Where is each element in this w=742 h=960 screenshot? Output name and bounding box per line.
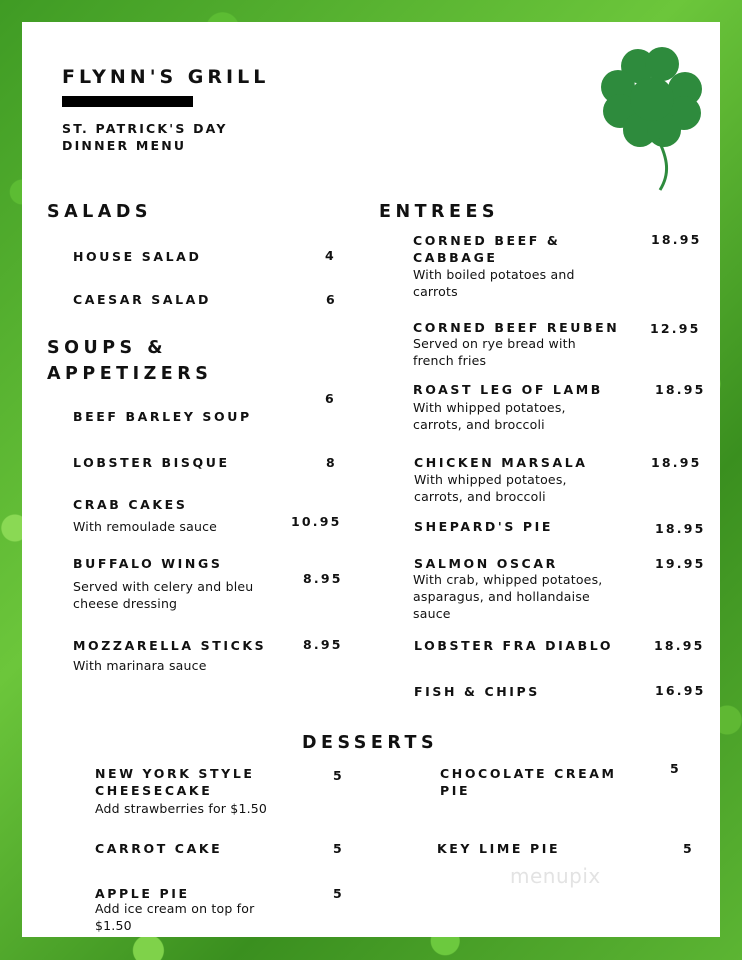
menu-item-name: SALMON OSCAR [414, 556, 558, 571]
menu-item-description: With marinara sauce [73, 658, 207, 673]
section-heading-salads: SALADS [47, 202, 152, 222]
menu-item-name: CRAB CAKES [73, 497, 188, 512]
section-heading-entrees: ENTREES [379, 202, 500, 222]
description-line: $1.50 [95, 918, 132, 933]
name-line: CORNED BEEF & [413, 233, 561, 248]
menu-item-price: 18.95 [654, 638, 705, 653]
menu-item-description [413, 571, 602, 622]
watermark: menupix [510, 864, 601, 888]
menu-subtitle [62, 120, 282, 154]
description-line: With whipped potatoes, [414, 472, 567, 487]
menu-item-price: 5 [333, 768, 344, 783]
name-line: PIE [440, 783, 471, 798]
menu-item-name: KEY LIME PIE [437, 841, 561, 856]
shamrock-icon [598, 44, 710, 194]
menu-item-price: 8 [326, 455, 337, 470]
menu-item-name: CAESAR SALAD [73, 292, 211, 307]
description-line: carrots, and broccoli [414, 489, 546, 504]
description-line: french fries [413, 353, 487, 368]
description-line: carrots [413, 284, 458, 299]
menu-item-price: 16.95 [655, 683, 706, 698]
menu-item-price: 6 [325, 391, 336, 406]
menu-item-name [413, 232, 560, 266]
name-line: CHOCOLATE CREAM [440, 766, 617, 781]
menu-item-price: 18.95 [655, 382, 706, 397]
menu-item-price: 5 [683, 841, 694, 856]
menu-item-description [413, 266, 575, 300]
name-line: NEW YORK STYLE [95, 766, 255, 781]
description-line: sauce [413, 606, 451, 621]
description-line: With whipped potatoes, [413, 400, 566, 415]
name-line: CHEESECAKE [95, 783, 213, 798]
description-line: cheese dressing [73, 596, 178, 611]
menu-item-description [413, 335, 576, 369]
name-line: CABBAGE [413, 250, 498, 265]
menu-item-name [440, 765, 617, 799]
menu-item-description [414, 471, 567, 505]
menu-item-name: APPLE PIE [95, 886, 190, 901]
menu-item-price: 8.95 [303, 571, 343, 586]
menu-item-name: CHICKEN MARSALA [414, 455, 588, 470]
description-line: carrots, and broccoli [413, 417, 545, 432]
menu-item-name: LOBSTER BISQUE [73, 455, 230, 470]
section-heading-line: SOUPS & [47, 338, 167, 358]
menu-item-name: HOUSE SALAD [73, 249, 202, 264]
menu-item-description [413, 399, 566, 433]
menu-item-price: 19.95 [655, 556, 706, 571]
menu-item-price: 10.95 [291, 514, 342, 529]
section-heading-desserts: DESSERTS [302, 733, 439, 753]
description-line: With crab, whipped potatoes, [413, 572, 603, 587]
menu-item-price: 4 [325, 248, 336, 263]
description-line: Served on rye bread with [413, 336, 576, 351]
menu-item-price: 18.95 [655, 521, 706, 536]
description-line: With boiled potatoes and [413, 267, 575, 282]
menu-item-name: SHEPARD'S PIE [414, 519, 554, 534]
menu-item-name: CARROT CAKE [95, 841, 223, 856]
title-underline [62, 96, 193, 107]
menu-item-description: Add strawberries for $1.50 [95, 801, 268, 816]
menu-item-name: FISH & CHIPS [414, 684, 540, 699]
menu-item-name: BEEF BARLEY SOUP [73, 409, 252, 424]
menu-item-description [73, 578, 253, 612]
section-heading-line: APPETIZERS [47, 364, 213, 384]
description-line: Served with celery and bleu [73, 579, 254, 594]
menu-item-description [95, 900, 254, 934]
menu-item-name [95, 765, 255, 799]
menu-item-description: With remoulade sauce [73, 519, 218, 534]
menu-item-price: 12.95 [650, 321, 701, 336]
description-line: Add ice cream on top for [95, 901, 255, 916]
menu-item-price: 6 [326, 292, 337, 307]
menu-item-price: 5 [333, 886, 344, 901]
menu-item-name: CORNED BEEF REUBEN [413, 320, 620, 335]
menu-item-name: ROAST LEG OF LAMB [413, 382, 603, 397]
section-heading-soups [47, 335, 212, 387]
menu-item-name: LOBSTER FRA DIABLO [414, 638, 614, 653]
menu-item-price: 5 [670, 761, 681, 776]
menu-item-price: 8.95 [303, 637, 343, 652]
restaurant-title: FLYNN'S GRILL [62, 66, 270, 88]
menu-item-name: MOZZARELLA STICKS [73, 638, 267, 653]
description-line: asparagus, and hollandaise [413, 589, 590, 604]
menu-item-price: 18.95 [651, 232, 702, 247]
menu-item-price: 5 [333, 841, 344, 856]
subtitle-line: ST. PATRICK'S DAY [62, 121, 228, 136]
subtitle-line: DINNER MENU [62, 138, 187, 153]
menu-item-price: 18.95 [651, 455, 702, 470]
menu-item-name: BUFFALO WINGS [73, 556, 223, 571]
